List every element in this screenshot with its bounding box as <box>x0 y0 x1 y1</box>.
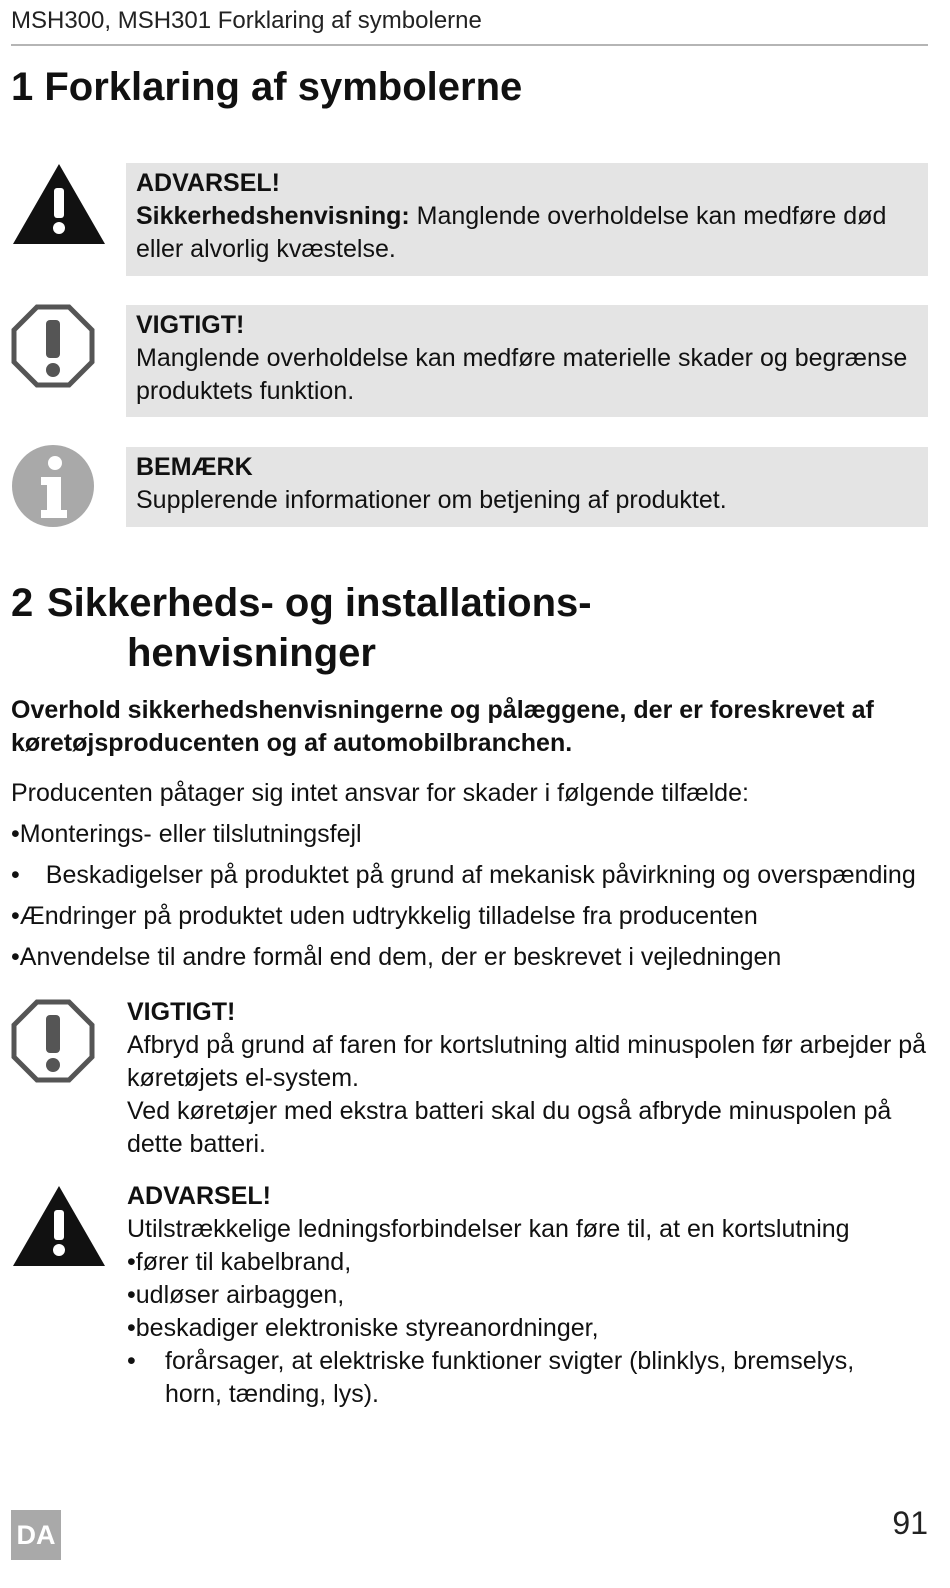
section-2-heading <box>11 578 911 678</box>
list-item-text: forårsager, at elektriske funktioner svigter (blinklys, bremselys, horn, tænding, lys). <box>165 1347 855 1408</box>
important-notice <box>126 305 928 417</box>
bullet-glyph: • <box>127 1314 136 1342</box>
warning-title: ADVARSEL! <box>136 169 280 197</box>
info-icon <box>11 444 95 528</box>
bullet-glyph: • <box>127 1347 136 1375</box>
important-title: VIGTIGT! <box>136 311 245 339</box>
important-text-1: Afbryd på grund af faren for kortslutning altid minuspolen før arbejder på køretøjets el-system. <box>127 1031 927 1092</box>
important-octagon-icon <box>11 999 95 1083</box>
warning-notice-2 <box>127 1180 932 1411</box>
page-number: 91 <box>892 1505 928 1541</box>
note-notice <box>126 447 928 527</box>
important-notice-2 <box>127 996 932 1161</box>
list-item-text: Anvendelse til andre formål end dem, der er beskrevet i vejledningen <box>19 943 782 971</box>
list-item <box>127 1279 932 1312</box>
important-text-2: Ved køretøjer med ekstra batteri skal du også afbryde minuspolen på dette batteri. <box>127 1097 892 1158</box>
list-item-text: udløser airbaggen, <box>135 1281 345 1309</box>
section-2-number: 2 <box>11 581 34 625</box>
important-octagon-icon <box>11 304 95 388</box>
language-badge: DA <box>11 1510 61 1560</box>
list-item <box>11 818 362 851</box>
warning-triangle-icon <box>11 162 107 246</box>
bullet-glyph: • <box>127 1281 136 1309</box>
warning-notice <box>126 163 928 276</box>
running-header <box>11 6 928 46</box>
note-title: BEMÆRK <box>136 453 253 481</box>
list-item-text: fører til kabelbrand, <box>135 1248 352 1276</box>
bullet-glyph: • <box>11 902 20 930</box>
list-item <box>127 1246 932 1279</box>
warning-triangle-icon <box>11 1184 107 1268</box>
lead-paragraph: Overhold sikkerhedshenvisningerne og pålæggene, der er foreskrevet af køretøjsproducenten og af automobilbranchen. <box>11 696 874 757</box>
list-item <box>11 859 916 892</box>
list-item <box>127 1345 932 1411</box>
list-item-text: Ændringer på produktet uden udtrykkelig tilladelse fra producenten <box>19 902 758 930</box>
bullet-glyph: • <box>11 943 20 971</box>
note-text: Supplerende informationer om betjening af produktet. <box>136 486 727 514</box>
list-item-text: Monterings- eller tilslutningsfejl <box>19 820 362 848</box>
bullet-glyph: • <box>127 1248 136 1276</box>
intro-paragraph: Producenten påtager sig intet ansvar for skader i følgende tilfælde: <box>11 779 749 807</box>
warning-text: Manglende overholdelse kan medføre død eller alvorlig kvæstelse. <box>136 202 887 263</box>
section-2-title-line1: Sikkerheds- og installations- <box>47 581 592 625</box>
list-item-text: beskadiger elektroniske styreanordninger, <box>135 1314 599 1342</box>
section-1-heading: 1 Forklaring af symbolerne <box>11 65 523 109</box>
warning-title: ADVARSEL! <box>127 1182 271 1210</box>
list-item <box>11 941 781 974</box>
list-item <box>127 1312 932 1345</box>
section-2-title-line2: henvisninger <box>127 631 376 675</box>
bullet-glyph: • <box>11 820 20 848</box>
running-title: MSH300, MSH301 Forklaring af symbolerne <box>11 7 482 34</box>
list-item <box>11 900 758 933</box>
warning-intro: Utilstrækkelige ledningsforbindelser kan føre til, at en kortslutning <box>127 1215 850 1243</box>
important-title: VIGTIGT! <box>127 998 236 1026</box>
important-text: Manglende overholdelse kan medføre materielle skader og begrænse produktets funktion. <box>136 344 908 405</box>
list-item-text: Beskadigelser på produktet på grund af mekanisk påvirkning og overspænding <box>45 861 916 889</box>
bullet-glyph: • <box>11 861 20 889</box>
warning-lead: Sikkerhedshenvisning: <box>136 202 410 230</box>
